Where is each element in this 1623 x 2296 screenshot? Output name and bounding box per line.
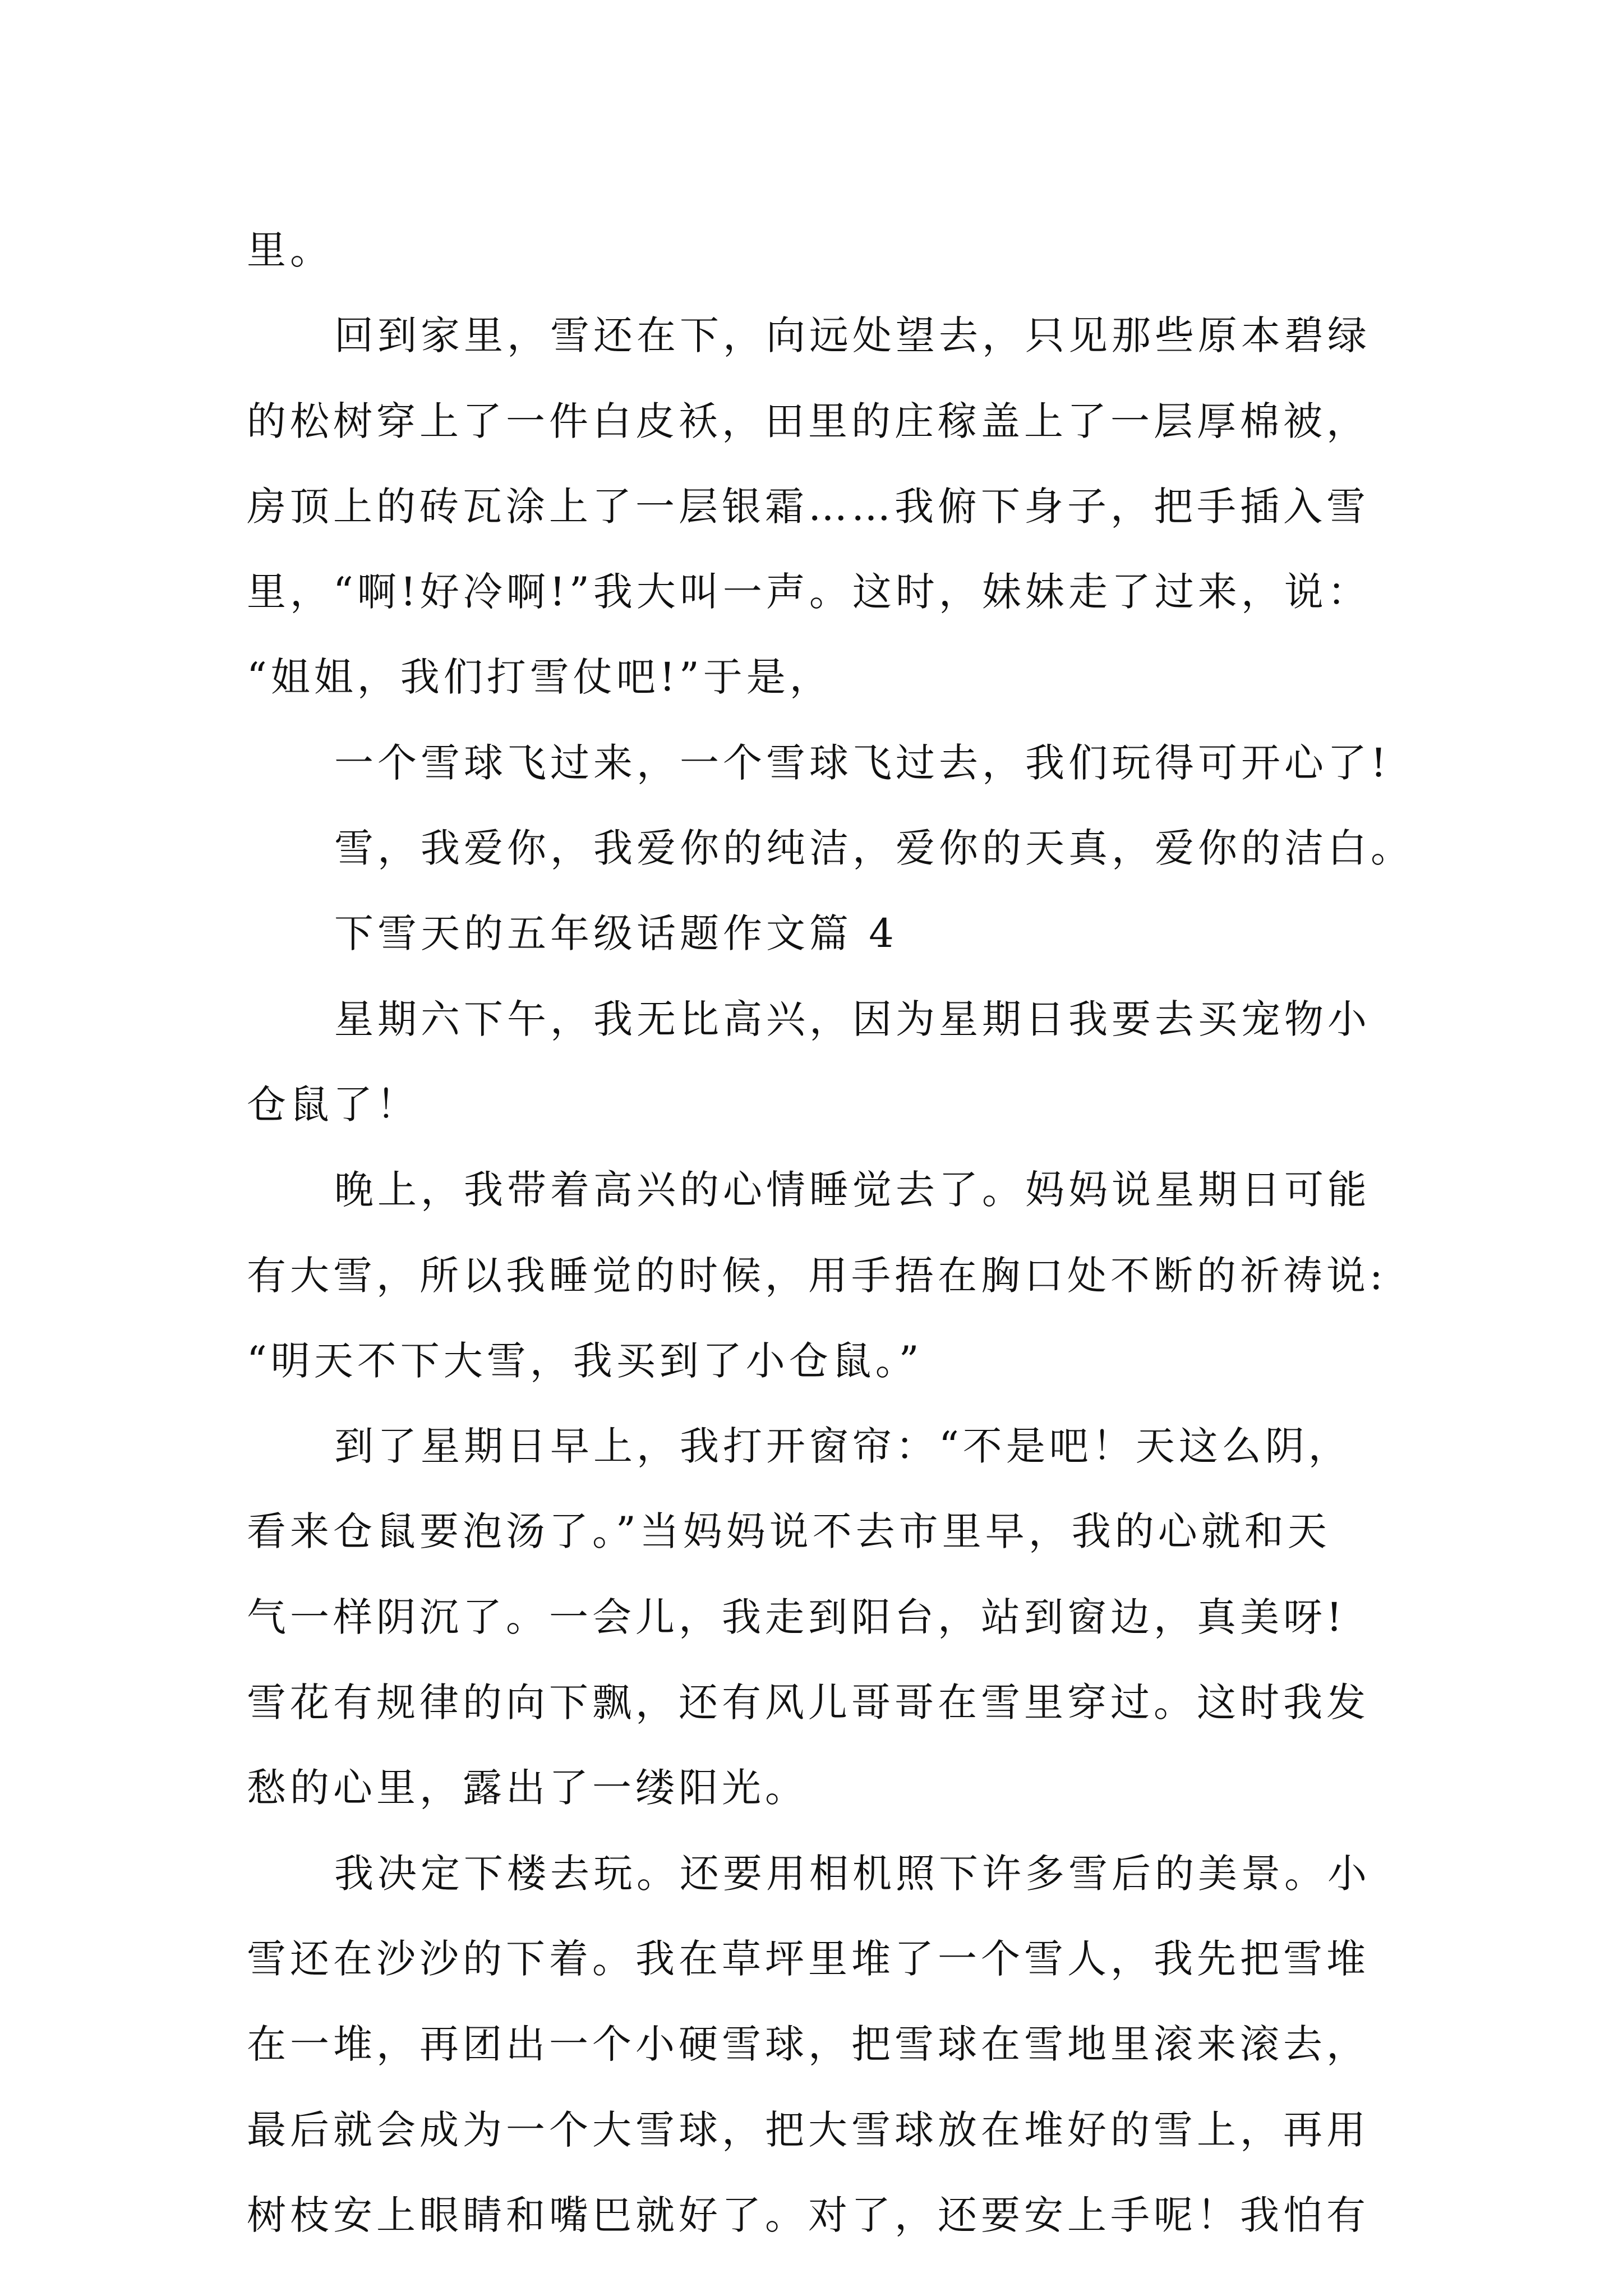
text-line-12: 晚上，我带着高兴的心情睡觉去了。妈妈说星期日可能 bbox=[334, 1167, 1371, 1213]
text-line-16: 看来仓鼠要泡汤了。”当妈妈说不去市里早，我的心就和天 bbox=[247, 1508, 1331, 1555]
text-line-2: 回到家里，雪还在下，向远处望去，只见那些原本碧绿 bbox=[334, 312, 1371, 359]
text-line-4: 房顶上的砖瓦涂上了一层银霜……我俯下身子，把手插入雪 bbox=[247, 483, 1370, 530]
text-line-20: 我决定下楼去玩。还要用相机照下许多雪后的美景。小 bbox=[334, 1850, 1371, 1897]
text-line-7: 一个雪球飞过来，一个雪球飞过去，我们玩得可开心了! bbox=[334, 739, 1391, 786]
text-line-18: 雪花有规律的向下飘，还有风儿哥哥在雪里穿过。这时我发 bbox=[247, 1680, 1370, 1726]
text-line-13: 有大雪，所以我睡觉的时候，用手捂在胸口处不断的祈祷说: bbox=[247, 1252, 1387, 1299]
text-line-15: 到了星期日早上，我打开窗帘：“不是吧！天这么阴， bbox=[334, 1423, 1352, 1470]
text-line-5: 里，“啊!好冷啊!”我大叫一声。这时，妹妹走了过来，说： bbox=[247, 569, 1371, 615]
text-line-3: 的松树穿上了一件白皮袄，田里的庄稼盖上了一层厚棉被， bbox=[247, 398, 1370, 444]
body-text bbox=[247, 208, 1436, 2258]
text-line-1: 里。 bbox=[247, 227, 333, 273]
text-line-6: “姐姐，我们打雪仗吧!”于是， bbox=[247, 654, 833, 701]
section-heading: 下雪天的五年级话题作文篇 4 bbox=[334, 910, 898, 957]
text-line-19: 愁的心里，露出了一缕阳光。 bbox=[247, 1765, 808, 1811]
text-line-21: 雪还在沙沙的下着。我在草坪里堆了一个雪人，我先把雪堆 bbox=[247, 1935, 1370, 1982]
text-line-14: “明天不下大雪，我买到了小仓鼠。” bbox=[247, 1337, 923, 1384]
text-line-17: 气一样阴沉了。一会儿，我走到阳台，站到窗边，真美呀! bbox=[247, 1594, 1347, 1640]
text-line-11: 仓鼠了！ bbox=[247, 1081, 419, 1128]
text-line-10: 星期六下午，我无比高兴，因为星期日我要去买宠物小 bbox=[334, 996, 1371, 1042]
text-line-24: 树枝安上眼睛和嘴巴就好了。对了，还要安上手呢！我怕有 bbox=[247, 2192, 1370, 2238]
text-line-23: 最后就会成为一个大雪球，把大雪球放在堆好的雪上，再用 bbox=[247, 2106, 1370, 2153]
text-line-22: 在一堆，再团出一个小硬雪球，把雪球在雪地里滚来滚去， bbox=[247, 2021, 1370, 2068]
text-line-8: 雪，我爱你，我爱你的纯洁，爱你的天真，爱你的洁白。 bbox=[334, 825, 1414, 872]
